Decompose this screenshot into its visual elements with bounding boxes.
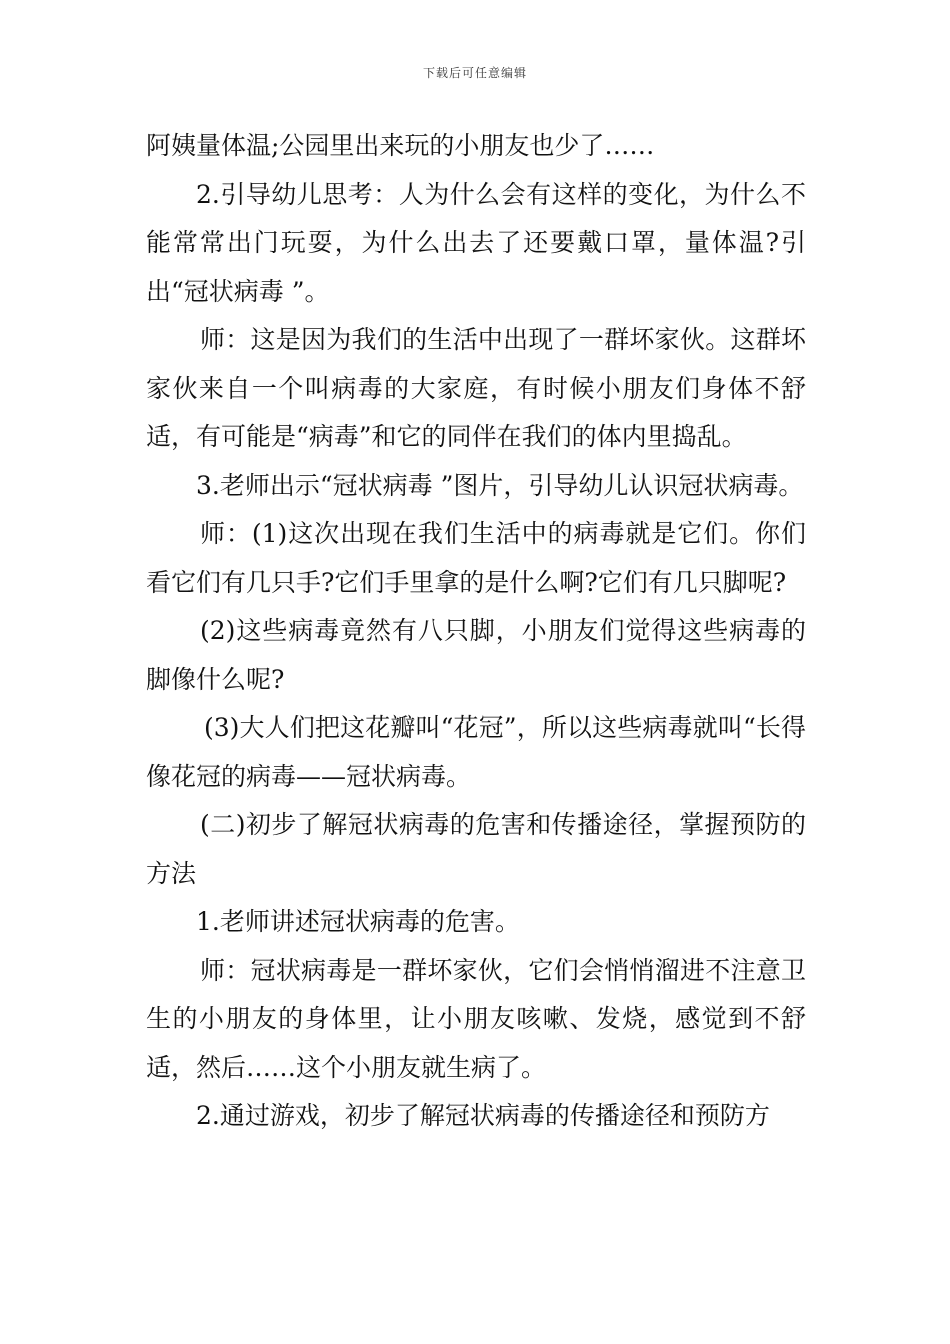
page-header-note: 下载后可任意编辑 bbox=[422, 66, 527, 80]
paragraph-step-2-guide-thinking: 2.引导幼儿思考：人为什么会有这样的变化，为什么不能常常出门玩耍，为什么出去了还要戴口罩，量体温?引出“冠状病毒 ”。 bbox=[146, 179, 806, 306]
paragraph-question-3: (3)大人们把这花瓣叫“花冠”，所以这些病毒就叫“长得像花冠的病毒——冠状病毒。 bbox=[146, 713, 806, 791]
paragraph-teacher-explanation: 师：这是因为我们的生活中出现了一群坏家伙。这群坏家伙来自一个叫病毒的大家庭，有时候小朋友们身体不舒适，有可能是“病毒”和它的同伴在我们的体内里捣乱。 bbox=[146, 325, 806, 451]
paragraph-step-3-show-picture: 3.老师出示“冠状病毒 ”图片，引导幼儿认识冠状病毒。 bbox=[196, 470, 804, 500]
paragraph-teacher-question-1: 师：(1)这次出现在我们生活中的病毒就是它们。你们看它们有几只手?它们手里拿的是什么啊?它们有几只脚呢? bbox=[146, 519, 806, 597]
paragraph-teacher-harm-explanation: 师：冠状病毒是一群坏家伙，它们会悄悄溜进不注意卫生的小朋友的身体里，让小朋友咳嗽、发烧，感觉到不舒适，然后……这个小朋友就生病了。 bbox=[146, 955, 806, 1082]
paragraph-step-1-harm: 1.老师讲述冠状病毒的危害。 bbox=[196, 907, 520, 936]
section-heading-part-2: (二)初步了解冠状病毒的危害和传播途径，掌握预防的方法 bbox=[146, 810, 806, 888]
paragraph-question-2: (2)这些病毒竟然有八只脚，小朋友们觉得这些病毒的脚像什么呢? bbox=[146, 616, 806, 694]
document-body bbox=[146, 122, 806, 1141]
paragraph-step-2-game: 2.通过游戏，初步了解冠状病毒的传播途径和预防方 bbox=[196, 1101, 770, 1130]
paragraph-continuation: 阿姨量体温;公园里出来玩的小朋友也少了…… bbox=[146, 131, 655, 160]
